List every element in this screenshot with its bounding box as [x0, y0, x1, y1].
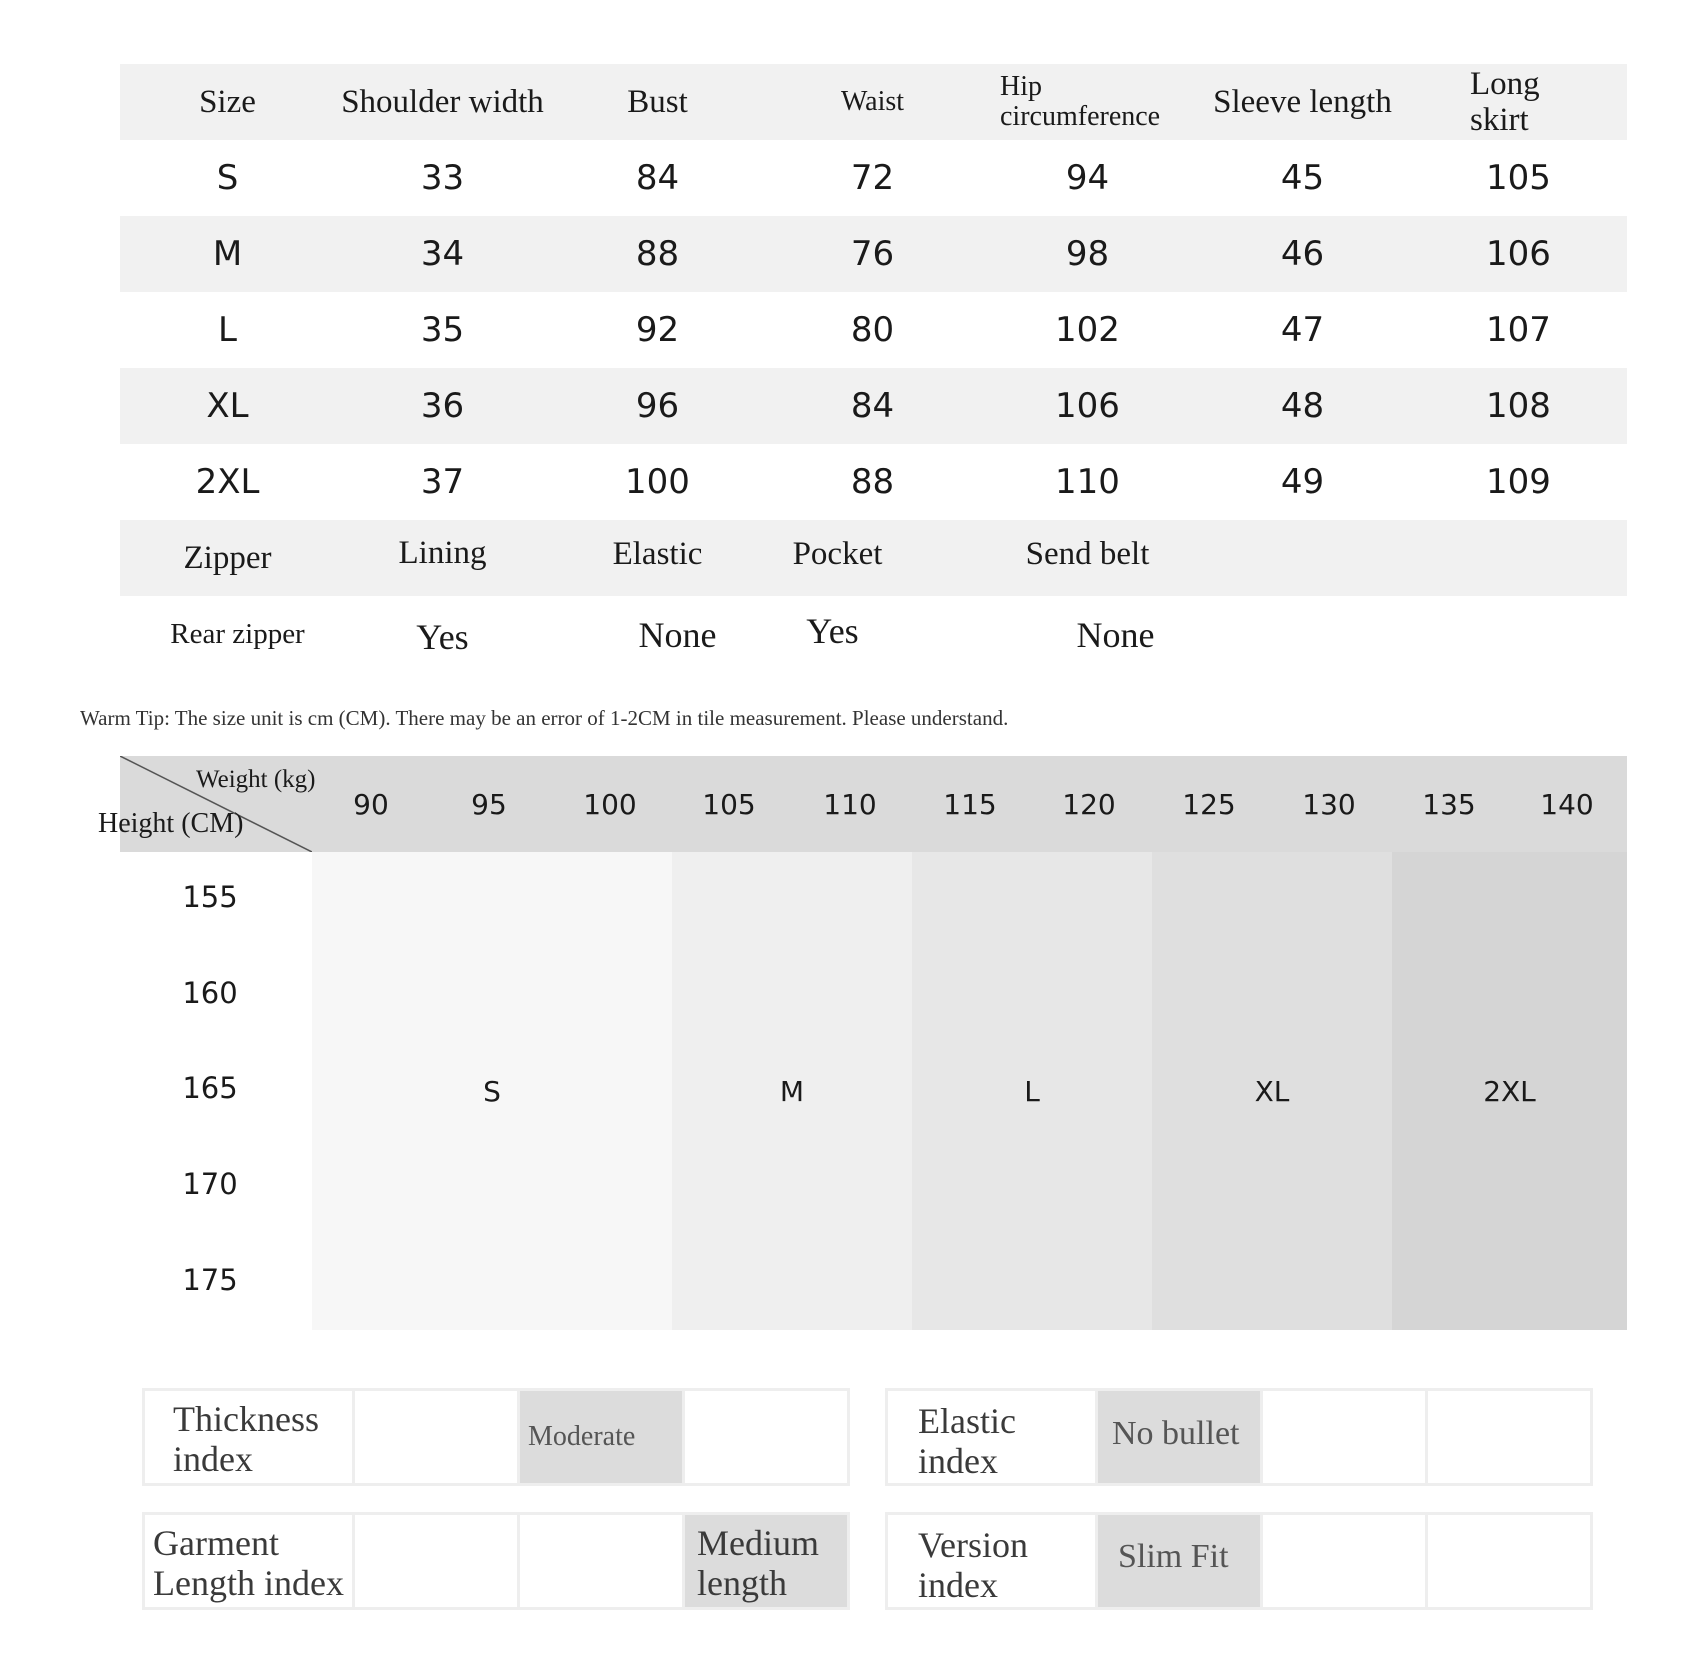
zone-m: M [672, 852, 912, 1330]
index-segment [1260, 1391, 1425, 1483]
weight-tick: 115 [943, 787, 997, 821]
shoulder-cell: 37 [420, 462, 465, 502]
height-tick: 170 [182, 1167, 238, 1201]
feature-header-elastic: Elastic [612, 536, 703, 572]
feature-header-pocket: Pocket [792, 536, 883, 572]
shoulder-cell: 36 [420, 386, 465, 426]
feature-value-lining: Yes [416, 617, 469, 657]
weight-tick: 90 [353, 787, 389, 821]
weight-tick: 125 [1182, 787, 1236, 821]
feature-header-lining: Lining [398, 535, 487, 571]
hip-cell: 106 [1055, 386, 1120, 426]
garment-length-index-label: Garment Length index [153, 1523, 344, 1603]
index-segment [1425, 1391, 1590, 1483]
waist-cell: 72 [850, 158, 895, 198]
waist-cell: 88 [850, 462, 895, 502]
skirt-cell: 107 [1486, 310, 1551, 350]
waist-cell: 80 [850, 310, 895, 350]
size-guide [98, 756, 1627, 1330]
skirt-cell: 105 [1486, 158, 1551, 198]
sleeve-cell: 49 [1280, 462, 1325, 502]
warm-tip: Warm Tip: The size unit is cm (CM). There may be an error of 1-2CM in tile measurement. Please understand. [80, 706, 1009, 730]
elastic-index [885, 1388, 1593, 1486]
feature-header-zipper: Zipper [183, 540, 272, 576]
skirt-cell: 106 [1486, 234, 1551, 274]
bust-cell: 88 [635, 234, 680, 274]
weight-header [120, 756, 1627, 852]
thickness-index-value: Moderate [528, 1421, 636, 1452]
index-segment [352, 1515, 517, 1607]
bust-cell: 100 [625, 462, 690, 502]
table-row [120, 140, 1627, 216]
feature-value-elastic: None [638, 615, 717, 655]
index-segment [352, 1391, 517, 1483]
size-cell: 2XL [195, 462, 260, 502]
table-row [120, 368, 1627, 444]
weight-tick: 120 [1062, 787, 1116, 821]
index-segment-selected [1095, 1515, 1260, 1607]
feature-value-pocket: Yes [806, 611, 859, 651]
index-segment-selected [1095, 1391, 1260, 1483]
weight-tick: 110 [823, 787, 877, 821]
hip-cell: 110 [1055, 462, 1120, 502]
garment-length-index [142, 1512, 850, 1610]
waist-cell: 84 [850, 386, 895, 426]
index-segment [682, 1391, 847, 1483]
sleeve-cell: 46 [1280, 234, 1325, 274]
hip-cell: 98 [1065, 234, 1110, 274]
weight-label: Weight (kg) [196, 766, 316, 793]
header-long-skirt: Long skirt [1470, 66, 1540, 138]
index-segment-selected [517, 1391, 682, 1483]
size-cell: L [218, 310, 237, 350]
thickness-index [142, 1388, 850, 1486]
feature-value-zipper: Rear zipper [170, 617, 305, 650]
feature-value-row [120, 596, 1627, 672]
skirt-cell: 108 [1486, 386, 1551, 426]
weight-tick: 95 [471, 787, 507, 821]
weight-tick: 100 [583, 787, 637, 821]
sleeve-cell: 45 [1280, 158, 1325, 198]
elastic-index-label: Elastic index [918, 1401, 1016, 1481]
index-segment [1260, 1515, 1425, 1607]
zone-l: L [912, 852, 1152, 1330]
thickness-index-label: Thickness index [173, 1399, 319, 1479]
size-table [120, 64, 1627, 672]
header-hip: Hip circumference [1000, 71, 1161, 132]
shoulder-cell: 33 [420, 158, 465, 198]
elastic-index-value: No bullet [1112, 1415, 1240, 1452]
garment-length-index-value: Medium length [697, 1523, 819, 1603]
size-cell: M [212, 234, 243, 274]
height-tick: 155 [182, 880, 238, 914]
corner-cell [98, 756, 316, 852]
size-table-header [120, 64, 1627, 140]
weight-tick: 105 [702, 787, 756, 821]
height-tick: 165 [182, 1071, 238, 1105]
shoulder-cell: 35 [420, 310, 465, 350]
header-shoulder-width: Shoulder width [341, 84, 544, 120]
weight-tick: 130 [1302, 787, 1356, 821]
zone-2xl: 2XL [1392, 852, 1627, 1330]
version-index-label: Version index [918, 1525, 1028, 1605]
index-segment [1425, 1515, 1590, 1607]
zone-xl: XL [1152, 852, 1392, 1330]
height-tick: 175 [182, 1263, 238, 1297]
feature-header-send-belt: Send belt [1025, 536, 1150, 572]
header-sleeve-length: Sleeve length [1213, 84, 1392, 120]
size-cell: S [216, 158, 239, 198]
header-size: Size [199, 84, 256, 120]
bust-cell: 92 [635, 310, 680, 350]
feature-value-send-belt: None [1076, 615, 1155, 655]
height-label: Height (CM) [98, 808, 244, 839]
zone-s: S [312, 852, 672, 1330]
shoulder-cell: 34 [420, 234, 465, 274]
height-tick: 160 [182, 976, 238, 1010]
size-zones [120, 852, 1627, 1330]
header-waist: Waist [840, 86, 905, 117]
table-row [120, 216, 1627, 292]
bust-cell: 96 [635, 386, 680, 426]
table-row [120, 292, 1627, 368]
waist-cell: 76 [850, 234, 895, 274]
weight-tick: 140 [1540, 787, 1594, 821]
version-index-value: Slim Fit [1118, 1538, 1229, 1575]
hip-cell: 102 [1055, 310, 1120, 350]
version-index [885, 1512, 1593, 1610]
feature-header-row [120, 520, 1627, 596]
weight-tick: 135 [1422, 787, 1476, 821]
sleeve-cell: 48 [1280, 386, 1325, 426]
header-bust: Bust [627, 84, 688, 120]
index-segment [517, 1515, 682, 1607]
index-segment-selected [682, 1515, 847, 1607]
size-cell: XL [206, 386, 249, 426]
bust-cell: 84 [635, 158, 680, 198]
hip-cell: 94 [1065, 158, 1110, 198]
sleeve-cell: 47 [1280, 310, 1325, 350]
table-row [120, 444, 1627, 520]
skirt-cell: 109 [1486, 462, 1551, 502]
